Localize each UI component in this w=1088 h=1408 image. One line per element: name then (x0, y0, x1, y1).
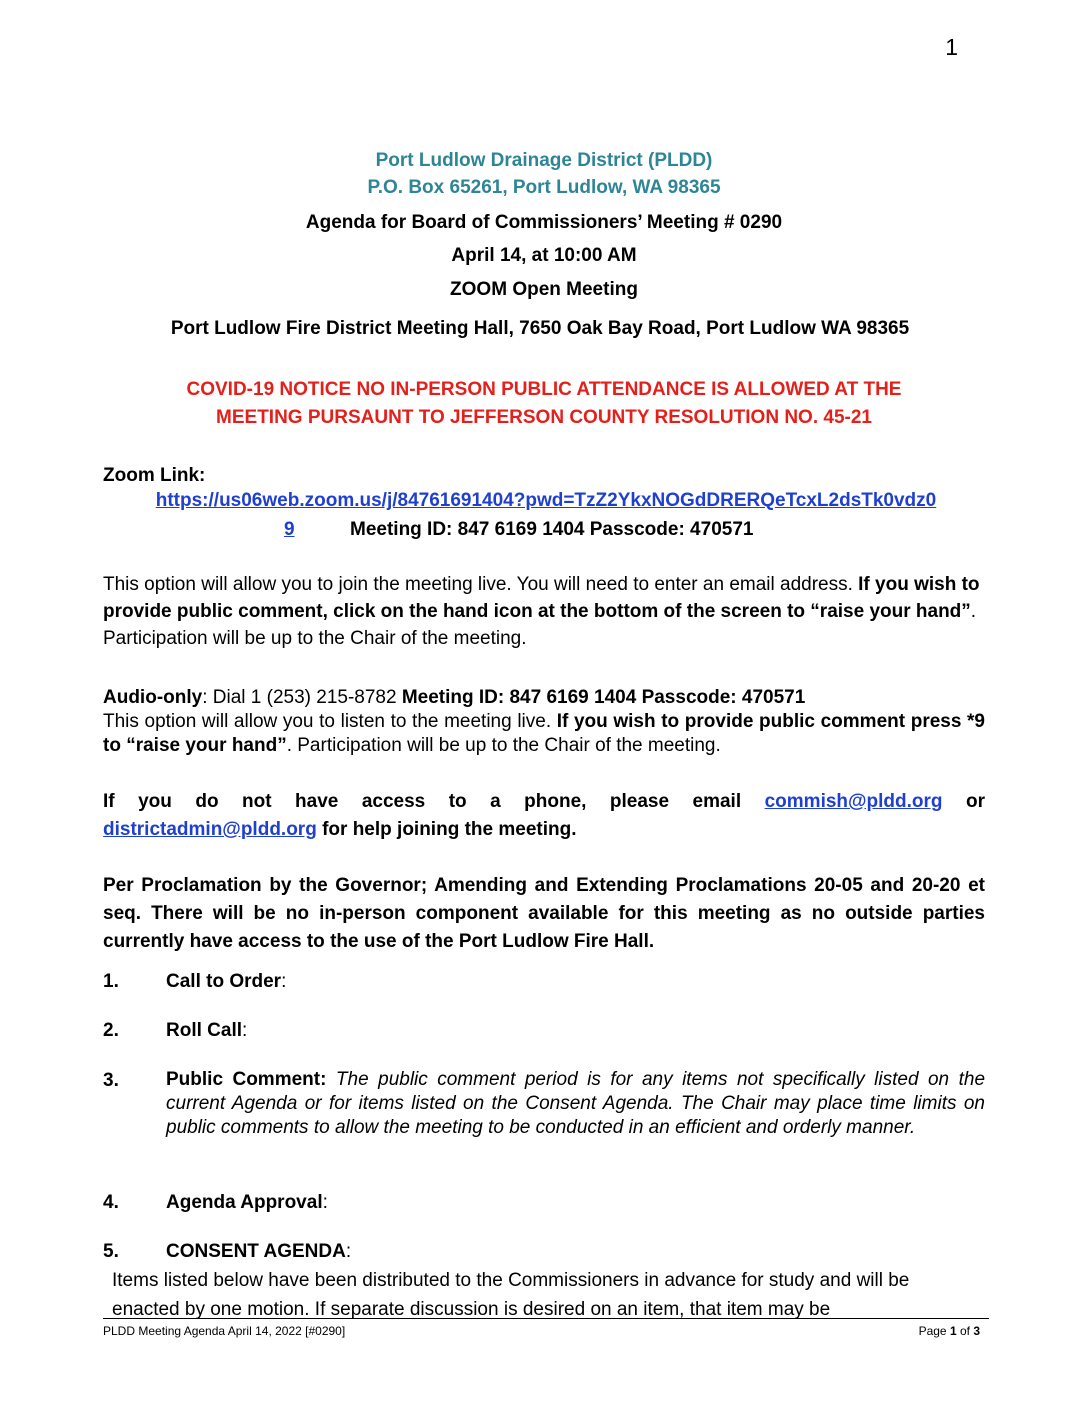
covid-notice-line2: MEETING PURSAUNT TO JEFFERSON COUNTY RESOLUTION NO. 45-21 (216, 407, 872, 428)
item-number: 5. (103, 1241, 119, 1262)
item-title: CONSENT AGENDA (166, 1241, 346, 1262)
audio-desc-end: . Participation will be up to the Chair of the meeting. (286, 735, 721, 756)
audio-header (103, 686, 985, 710)
item-colon: : (345, 1241, 352, 1262)
item-colon: : (242, 1020, 248, 1041)
meeting-location: Port Ludlow Fire District Meeting Hall, 7650 Oak Bay Road, Port Ludlow WA 98365 (170, 318, 910, 339)
consent-agenda-text: Items listed below have been distributed to the Commissioners in advance for study and will be enacted by one motion. If separate discussion is desired on an item, that item may be (112, 1270, 910, 1320)
zoom-label: Zoom Link: (103, 465, 206, 486)
org-name: Port Ludlow Drainage District (PLDD) (375, 150, 713, 171)
contact-text-end: for help joining the meeting. (316, 819, 577, 840)
footer-page-total: 3 (973, 1324, 980, 1338)
covid-notice-line1: COVID-19 NOTICE NO IN-PERSON PUBLIC ATTENDANCE IS ALLOWED AT THE (186, 379, 902, 400)
item-number: 2. (103, 1020, 119, 1041)
zoom-meeting-info: Meeting ID: 847 6169 1404 Passcode: 470571 (350, 519, 754, 540)
email-commish-link[interactable]: commish@pldd.org (764, 791, 943, 812)
meeting-type: ZOOM Open Meeting (450, 279, 638, 300)
audio-description (103, 710, 985, 758)
agenda-item-public-comment (103, 1068, 985, 1168)
item-number: 1. (103, 971, 119, 992)
footer-page-number (919, 1324, 980, 1338)
item-colon: : (322, 1192, 328, 1213)
item-title: Agenda Approval (166, 1192, 323, 1213)
zoom-link-continued[interactable]: 9 (284, 519, 295, 540)
contact-or: or (942, 791, 986, 812)
page-number: 1 (945, 34, 958, 60)
org-address: P.O. Box 65261, Port Ludlow, WA 98365 (367, 177, 721, 198)
zoom-desc-bold: If you wish to provide public comment, click on the hand icon at the bottom of the screen to “raise your hand” (103, 574, 980, 622)
item-number: 3. (103, 1070, 119, 1091)
contact-text-start: If you do not have access to a phone, please email (103, 791, 765, 812)
zoom-desc-plain: This option will allow you to join the meeting live. You will need to enter an email address. (103, 574, 859, 595)
footer-page-current: 1 (949, 1324, 957, 1338)
item-title: Public Comment: (166, 1069, 327, 1090)
proclamation-paragraph: Per Proclamation by the Governor; Amending and Extending Proclamations 20-05 and 20-20 et seq. There will be no in-person component available for this meeting as no outside parties currently have access to the use of the Port Ludlow Fire Hall. (103, 875, 985, 952)
zoom-link-line1 (103, 490, 989, 512)
footer-page-of: of (956, 1324, 974, 1338)
audio-label: Audio-only (103, 687, 203, 708)
item-description: The public comment period is for any items not specifically listed on the current Agenda or for items listed on the Consent Agenda. The Chair may place time limits on public comments to allow the meeting to be conducted in an efficient and orderly manner. (166, 1069, 986, 1138)
zoom-link-line2 (284, 519, 295, 541)
zoom-link[interactable]: https://us06web.zoom.us/j/84761691404?pwd=TzZ2YkxNOGdDRERQeTcxL2dsTk0vdz0 (155, 490, 937, 511)
meeting-date-time: April 14, at 10:00 AM (451, 245, 637, 266)
item-colon: : (281, 971, 287, 992)
covid-notice (0, 376, 1088, 432)
zoom-desc-end: . Participation will be up to the Chair of the meeting. (103, 601, 977, 649)
audio-desc-bold: If you wish to provide public comment press *9 to “raise your hand” (103, 711, 985, 756)
contact-paragraph (103, 788, 985, 844)
zoom-description (103, 571, 985, 652)
audio-desc-plain: This option will allow you to listen to the meeting live. (103, 711, 557, 732)
footer-divider (103, 1318, 989, 1319)
footer-page-label: Page (918, 1324, 950, 1338)
email-districtadmin-link[interactable]: districtadmin@pldd.org (103, 819, 317, 840)
audio-meeting-info: Meeting ID: 847 6169 1404 Passcode: 470571 (401, 687, 806, 708)
item-title: Call to Order (166, 971, 282, 992)
item-title: Roll Call (166, 1020, 243, 1041)
agenda-title: Agenda for Board of Commissioners’ Meeting # 0290 (305, 212, 783, 233)
footer-title: PLDD Meeting Agenda April 14, 2022 [#0290] (103, 1324, 346, 1338)
audio-dial: : Dial 1 (253) 215-8782 (202, 687, 402, 708)
item-number: 4. (103, 1192, 119, 1213)
